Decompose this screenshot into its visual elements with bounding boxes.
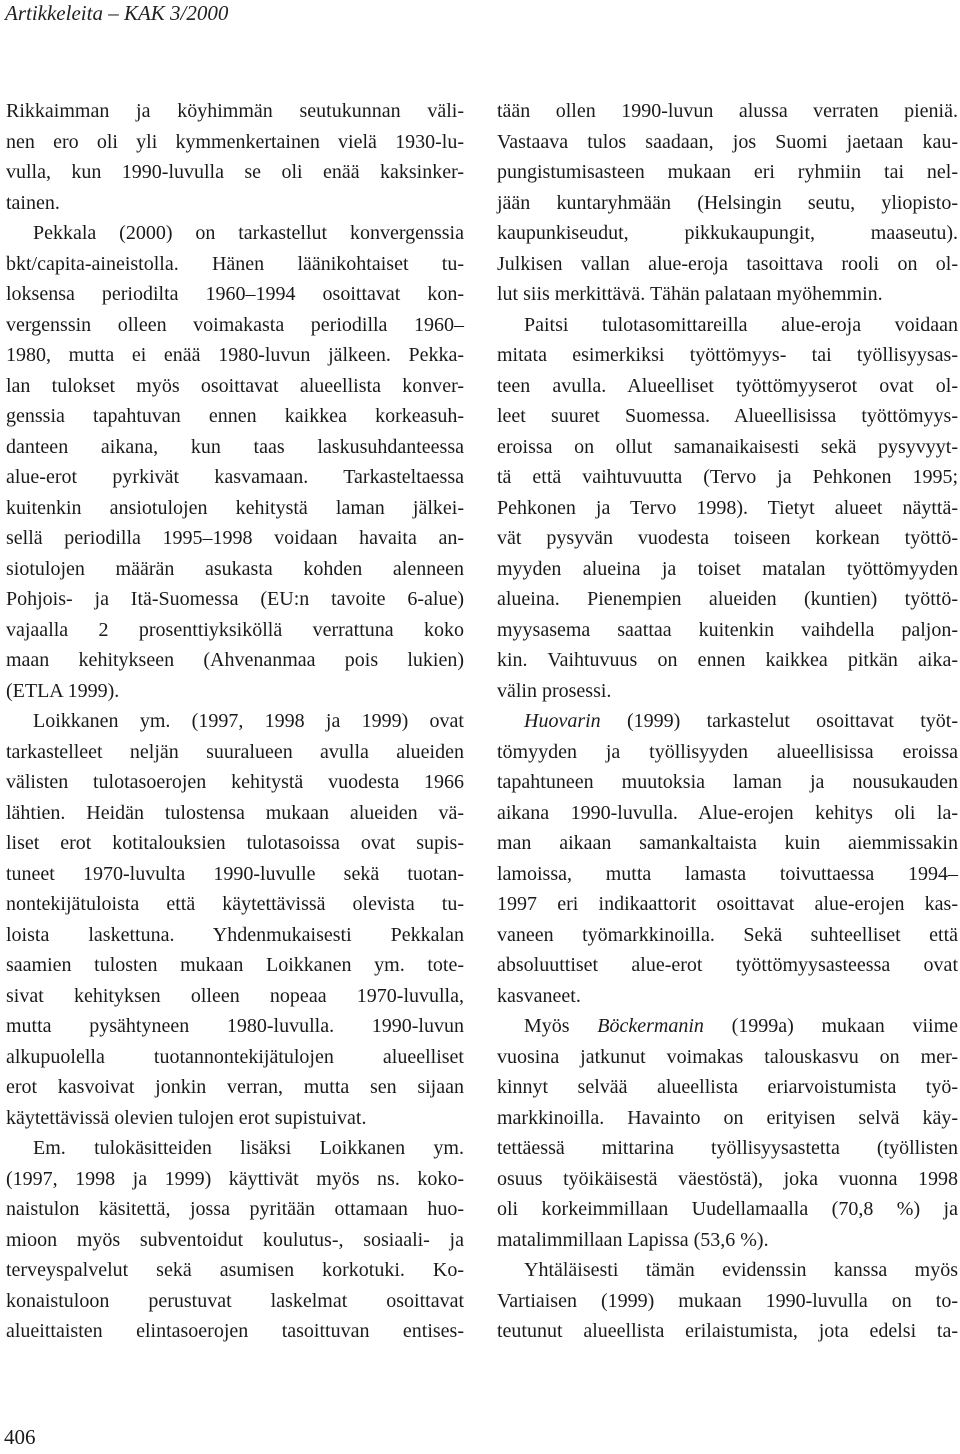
text-line: [6, 401, 464, 432]
text-line: [497, 523, 958, 554]
text-line: [497, 889, 958, 920]
text-line: [497, 981, 958, 1012]
text-line-content: siotulojen määrän asukasta kohden alenneen: [6, 557, 464, 580]
text-line-content: maan kehitykseen (Ahvenanmaa pois lukien): [6, 649, 464, 671]
text-line-content: Loikkanen ym. (1997, 1998 ja 1999) ovat: [33, 710, 464, 732]
text-line: [6, 554, 464, 585]
running-header: Artikkeleita – KAK 3/2000: [5, 1, 229, 25]
text-line: [6, 432, 464, 463]
text-line: [497, 157, 958, 188]
text-line-content: 1997 eri indikaattorit osoittavat alue-erojen kas-: [497, 893, 958, 915]
text-line: [6, 1316, 464, 1347]
text-line-content: kuitenkin ansiotulojen kehitystä laman jälkei-: [6, 496, 464, 519]
text-line-content: 1980, mutta ei enää 1980-luvun jälkeen. Pekka-: [6, 344, 464, 366]
text-line: [497, 1286, 958, 1317]
text-line-content: lamoissa, mutta lamasta toivuttaessa 1994–: [497, 862, 958, 885]
text-line-content: tään ollen 1990-luvun alussa verraten pieniä.: [497, 100, 958, 122]
text-line-content: tä että vaihtuvuutta (Tervo ja Pehkonen 1995;: [497, 466, 958, 488]
text-line: [497, 767, 958, 798]
text-line: [497, 1316, 958, 1347]
text-line-prefix: Myös: [524, 1015, 570, 1037]
text-line-content: liset erot kotitalouksien tulotasoissa ovat supis-: [6, 832, 464, 854]
text-line-content: tainen.: [6, 191, 60, 214]
text-line-content: genssia tapahtuvan ennen kaikkea korkeasuh-: [6, 405, 464, 427]
text-line: [6, 615, 464, 646]
text-line-content: lut siis merkittävä. Tähän palataan myöhemmin.: [497, 283, 883, 305]
text-line-content: mutta pysähtyneen 1980-luvulla. 1990-luvun: [6, 1015, 464, 1037]
italic-author-name: Huovarin: [524, 710, 601, 732]
text-line-content: sivat kehityksen olleen nopeaa 1970-luvulla,: [6, 984, 464, 1007]
text-line: [497, 645, 958, 676]
text-line-content: Pohjois- ja Itä-Suomessa (EU:n tavoite 6-alue): [6, 588, 464, 610]
text-line: [6, 1164, 464, 1195]
text-line: [497, 1133, 958, 1164]
text-line-content: Em. tulokäsitteiden lisäksi Loikkanen ym.: [33, 1137, 464, 1159]
text-line-content: vät pysyvän vuodesta toiseen korkean työttö-: [497, 527, 958, 549]
italic-author-name: Böckermanin: [597, 1015, 704, 1037]
text-line-content: Vartiaisen (1999) mukaan 1990-luvulla on to-: [497, 1289, 958, 1312]
text-line: [6, 218, 464, 249]
text-line: [6, 1286, 464, 1317]
text-line-content: oli korkeimmillaan Uudellamaalla (70,8 %) ja: [497, 1198, 958, 1220]
text-line-content: matalimmillaan Lapissa (53,6 %).: [497, 1228, 769, 1251]
text-line: [497, 432, 958, 463]
text-line-content: man aikaan samankaltaista kuin aiemmissakin: [497, 832, 958, 854]
text-line: [497, 249, 958, 280]
text-line: [497, 1042, 958, 1073]
text-line: [6, 798, 464, 829]
text-line: [6, 676, 464, 707]
text-line: [6, 157, 464, 188]
text-line-content: lan tulokset myös osoittavat alueellista konver-: [6, 374, 464, 397]
text-line-content: konaistuloon perustuvat laskelmat osoittavat: [6, 1289, 464, 1312]
text-line-content: Pehkonen ja Tervo 1998). Tietyt alueet näyttä-: [497, 496, 958, 519]
text-line-content: terveyspalvelut sekä asumisen korkotuki. Ko-: [6, 1259, 464, 1281]
text-line-content: (1997, 1998 ja 1999) käyttivät myös ns. koko-: [6, 1167, 464, 1190]
text-line-content: alueittaisten elintasoerojen tasoittuvan entises-: [6, 1320, 464, 1342]
text-line: [497, 96, 958, 127]
text-line: [497, 1194, 958, 1225]
text-line-content: vulla, kun 1990-luvulla se oli enää kaksinker-: [6, 161, 464, 183]
text-line: [497, 340, 958, 371]
text-line: [6, 1103, 464, 1134]
text-line-content: Julkisen vallan alue-eroja tasoittava rooli on ol-: [497, 252, 958, 275]
text-line: [497, 1103, 958, 1134]
text-line-content: Rikkaimman ja köyhimmän seutukunnan väli-: [6, 100, 464, 122]
text-line-content: vaneen työmarkkinoilla. Sekä suhteelliset että: [497, 923, 958, 946]
text-line-content: mioon myös subventoidut koulutus-, sosiaali- ja: [6, 1228, 464, 1251]
text-line-content: teen avulla. Alueelliset työttömyyserot ovat ol-: [497, 374, 958, 397]
text-line-content: teutunut alueellista erilaistumista, jota edelsi ta-: [497, 1320, 958, 1342]
text-line-content: (1999) tarkastelut osoittavat työt-: [626, 710, 958, 732]
text-line-content: leet suuret Suomessa. Alueellisissa työttömyys-: [497, 405, 958, 427]
text-line-content: Pekkala (2000) on tarkastellut konvergenssia: [33, 222, 464, 244]
text-line-content: jään kuntaryhmään (Helsingin seutu, yliopisto-: [497, 191, 958, 214]
text-line: [497, 1072, 958, 1103]
text-line: [497, 188, 958, 219]
text-line-content: nontekijätuloista että käytettävissä olevista tu-: [6, 893, 464, 915]
text-line: [6, 767, 464, 798]
text-line-content: (ETLA 1999).: [6, 679, 120, 702]
text-line-content: kaupunkiseudut, pikkukaupungit, maaseutu).: [497, 222, 958, 244]
text-line-content: vergenssin olleen voimakasta periodilla 1960–: [6, 313, 464, 336]
text-line: [6, 1194, 464, 1225]
text-line: [497, 1225, 958, 1256]
text-line: [6, 1255, 464, 1286]
text-line: [497, 615, 958, 646]
left-text-column: [6, 96, 464, 1347]
text-line-content: tömyyden ja työllisyyden alueellisissa eroissa: [497, 740, 958, 763]
text-line-content: vuosina jatkunut voimakas talouskasvu on mer-: [497, 1045, 958, 1068]
text-line-content: bkt/capita-aineistolla. Hänen läänikohtaiset tu-: [6, 252, 464, 275]
text-line: [6, 645, 464, 676]
text-line: [6, 1042, 464, 1073]
text-line-content: kinnyt selvää alueellista eriarvoistumista työ-: [497, 1076, 958, 1098]
text-line: [497, 1164, 958, 1195]
text-line-content: markkinoilla. Havainto on erityisen selvä käy-: [497, 1106, 958, 1129]
text-line: [6, 96, 464, 127]
text-line: [497, 371, 958, 402]
text-line: [6, 706, 464, 737]
text-line: [6, 950, 464, 981]
text-line-content: (1999a) mukaan viime: [731, 1015, 959, 1037]
text-line: [6, 493, 464, 524]
text-line-content: välisten tulotasoerojen kehitystä vuodesta 1966: [6, 771, 464, 793]
text-line: [6, 523, 464, 554]
text-line: [6, 249, 464, 280]
text-line-content: absoluuttiset alue-erot työttömyysasteessa ovat: [497, 954, 958, 976]
text-line: [497, 493, 958, 524]
text-line: [497, 401, 958, 432]
text-line: [497, 706, 958, 737]
text-line-content: lähtien. Heidän tulostensa mukaan alueiden vä-: [6, 801, 464, 824]
text-line: [6, 310, 464, 341]
text-line-content: erot kasvoivat jonkin verran, mutta sen sijaan: [6, 1076, 464, 1098]
text-line-content: loista laskettuna. Yhdenmukaisesti Pekkalan: [6, 923, 464, 946]
text-line-content: sellä periodilla 1995–1998 voidaan havaita an-: [6, 527, 464, 549]
text-line: [497, 584, 958, 615]
text-line-content: tettäessä mittarina työllisyysastetta (työllisten: [497, 1137, 958, 1159]
text-line: [6, 1011, 464, 1042]
text-line: [6, 462, 464, 493]
text-line: [6, 584, 464, 615]
text-line-content: alueina. Pienempien alueiden (kuntien) työttö-: [497, 588, 958, 610]
text-line-content: tapahtuneen muutoksia laman ja nousukauden: [497, 771, 958, 793]
text-line-content: loksensa periodilta 1960–1994 osoittavat kon-: [6, 283, 464, 305]
text-line-content: Paitsi tulotasomittareilla alue-eroja voidaan: [524, 313, 958, 336]
text-line-content: alkupuolella tuotannontekijätulojen alueelliset: [6, 1045, 464, 1068]
text-line: [497, 737, 958, 768]
text-line-content: pungistumisasteen mukaan eri ryhmiin tai nel-: [497, 161, 958, 183]
text-line: [6, 981, 464, 1012]
text-line: [497, 462, 958, 493]
text-line-content: danteen aikana, kun taas laskusuhdanteessa: [6, 435, 464, 458]
text-line-content: kasvaneet.: [497, 984, 581, 1007]
text-line-content: käytettävissä olevien tulojen erot supistuivat.: [6, 1106, 367, 1129]
text-line-content: kin. Vaihtuvuus on ennen kaikkea pitkän aika-: [497, 649, 958, 671]
right-text-column: [497, 96, 958, 1347]
text-line: [6, 920, 464, 951]
text-line-content: nen ero oli yli kymmenkertainen vielä 1930-lu-: [6, 130, 464, 153]
text-line: [6, 828, 464, 859]
text-line: [497, 1255, 958, 1286]
text-line: [497, 218, 958, 249]
text-line: [6, 737, 464, 768]
text-line-content: tuneet 1970-luvulta 1990-luvulle sekä tuotan-: [6, 862, 464, 885]
text-line: [6, 279, 464, 310]
text-line-content: mitata esimerkiksi työttömyys- tai työllisyysas-: [497, 344, 958, 366]
text-line: [497, 1011, 958, 1042]
text-line-content: Vastaava tulos saadaan, jos Suomi jaetaan kau-: [497, 130, 958, 153]
text-line: [6, 1225, 464, 1256]
text-line: [6, 1072, 464, 1103]
text-line-content: tarkastelleet neljän suuralueen avulla alueiden: [6, 740, 464, 763]
text-line: [6, 889, 464, 920]
text-line: [497, 554, 958, 585]
text-line: [497, 798, 958, 829]
text-line: [497, 950, 958, 981]
text-line: [497, 920, 958, 951]
text-line-content: alue-erot pyrkivät kasvamaan. Tarkasteltaessa: [6, 466, 464, 488]
text-line-content: välin prosessi.: [497, 679, 612, 702]
text-line: [497, 828, 958, 859]
text-line: [497, 127, 958, 158]
text-line-content: eroissa on ollut samanaikaisesti sekä pysyvyyt-: [497, 435, 958, 458]
text-line-content: naistulon käsitettä, jossa pyritään ottamaan huo-: [6, 1198, 464, 1220]
page-number: 406: [4, 1425, 36, 1449]
text-line: [6, 1133, 464, 1164]
text-line-content: saamien tulosten mukaan Loikkanen ym. tote-: [6, 954, 464, 976]
text-line-content: aikana 1990-luvulla. Alue-erojen kehitys oli la-: [497, 801, 958, 824]
text-line: [497, 310, 958, 341]
text-line: [6, 340, 464, 371]
text-line: [6, 188, 464, 219]
text-line-content: osuus työikäisestä väestöstä), joka vuonna 1998: [497, 1167, 958, 1190]
text-line: [6, 371, 464, 402]
text-line: [497, 676, 958, 707]
text-line-content: Yhtäläisesti tämän evidenssin kanssa myös: [524, 1259, 958, 1281]
text-line: [6, 127, 464, 158]
text-line: [497, 279, 958, 310]
text-line-content: vajaalla 2 prosenttiyksiköllä verrattuna koko: [6, 618, 464, 641]
text-line-content: myysasema saattaa kuitenkin vaihdella paljon-: [497, 618, 958, 641]
text-line: [497, 859, 958, 890]
text-line-content: myyden alueina ja toiset matalan työttömyyden: [497, 557, 958, 580]
text-line: [6, 859, 464, 890]
